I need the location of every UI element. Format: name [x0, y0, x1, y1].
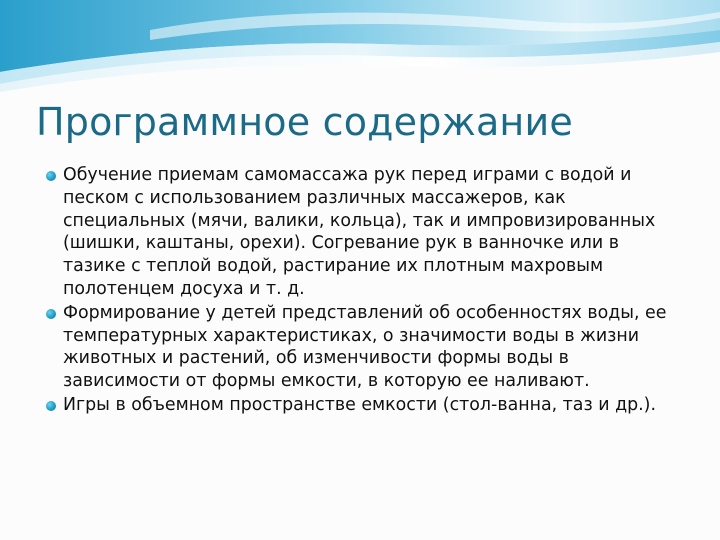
bullet-item [44, 302, 684, 393]
bullet-text: Формирование у детей представлений об особенностях воды, ее температурных характеристиках, о значимости воды в жизни животных и растений, об изменчивости формы воды в зависимости от формы емкости, в которую ее наливают. [63, 302, 667, 392]
bullet-dot-icon [46, 171, 56, 181]
bullet-text: Игры в объемном пространстве емкости (стол-ванна, таз и др.). [63, 394, 656, 415]
bullet-item [44, 394, 684, 417]
bullet-dot-icon [46, 401, 56, 411]
bullet-list [44, 164, 684, 418]
slide-title: Программное содержание [36, 100, 573, 144]
bullet-item [44, 164, 684, 301]
bullet-text: Обучение приемам самомассажа рук перед играми с водой и песком с использованием различных массажеров, как специальных (мячи, валики, кольца), так и импровизированных (шишки, каштаны, орехи). Согревание рук в ванночке или в тазике с теплой водой, растирание их плотным махровым полотенцем досуха и т. д. [63, 165, 656, 299]
bullet-dot-icon [46, 309, 56, 319]
header-wave-decoration [0, 0, 720, 100]
